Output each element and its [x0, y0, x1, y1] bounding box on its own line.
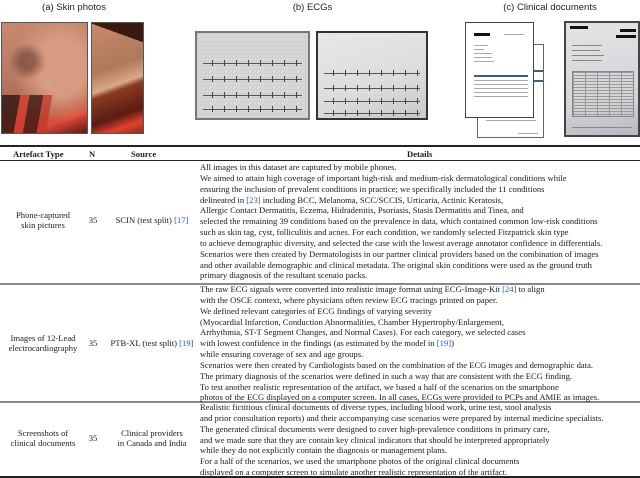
details-line: Scenarios were then created by Cardiologists based on the combination of the ECG images and demographic data.: [200, 359, 594, 370]
header-artefact-type: Artefact Type: [13, 149, 64, 159]
redaction-bar: [474, 33, 490, 36]
details-line: delineated in [23] including BCC, Melanoma, SCC/SCCIS, Urticaria, Actinic Keratosis,: [200, 194, 504, 205]
citation-link[interactable]: [24]: [502, 284, 517, 294]
citation-link[interactable]: [19]: [179, 338, 194, 348]
header-details: Details: [407, 149, 433, 159]
caption-clinical-documents: (c) Clinical documents: [503, 2, 597, 13]
details-line: ensuring the inclusion of prevalent conditions in practice; we specifically included the 11 conditions: [200, 183, 545, 194]
table-top-rule: [0, 145, 640, 147]
details-line: Allergic Contact Dermatitis, Eczema, Hidradenitis, Psoriasis, Stasis Dermatitis and Tinea, and: [200, 205, 524, 216]
doc-line: [518, 133, 538, 134]
source-text: PTB-XL (test split): [110, 338, 180, 348]
cell-source: [104, 215, 200, 225]
cell-artefact-type: [0, 428, 86, 449]
cell-details: [200, 402, 604, 478]
citation-link[interactable]: [19]: [436, 338, 452, 349]
details-line: and other available demographic and clinical metadata. The original skin conditions were used as the ground truth: [200, 259, 592, 270]
cell-details: [200, 284, 599, 403]
details-line: while they do not explicitly contain the diagnosis or management plans.: [200, 445, 448, 456]
ecg-trace: [324, 113, 420, 114]
ecg-trace: [203, 63, 302, 64]
doc-line: [474, 57, 492, 58]
doc-results-table: [572, 71, 634, 117]
cell-source: [104, 338, 200, 348]
redaction-bar: [570, 26, 588, 29]
doc-line: [474, 92, 528, 93]
details-line: to achieve demographic diversity, and selected the case with the lowest average annotator confidence in differentials.: [200, 237, 603, 248]
cell-details: [200, 162, 602, 281]
details-line: and we made sure that they are contain key clinical indicators that should be interpreted appropriately: [200, 434, 550, 445]
details-line: To test another realistic representation of the artifact, we based a half of the scenarios on the smartphone: [200, 381, 559, 392]
type-line: skin pictures: [21, 220, 65, 231]
type-line: Phone-captured: [16, 210, 70, 220]
doc-line: [474, 88, 528, 89]
details-line: We aimed to attain high coverage of important high-risk and medium-risk dermatological conditions while: [200, 172, 567, 183]
doc-line: [474, 84, 528, 85]
clinical-document-phone-photo: [564, 21, 640, 137]
details-line: photos of the ECG displayed on a computer screen. In all cases, ECGs were provided to PCPs and AMIE as images.: [200, 392, 600, 403]
source-text: SCIN (test split): [115, 215, 175, 225]
table-header-row: [0, 148, 640, 162]
details-line: such as skin tag, cyst, folliculitis and acnes. For each condition, we randomly selected Fitzpatrick skin type: [200, 227, 569, 238]
type-line: clinical documents: [10, 438, 76, 449]
doc-line: [474, 96, 528, 97]
caption-skin-photos: (a) Skin photos: [42, 2, 106, 13]
ecg-trace: [324, 73, 420, 74]
skin-photo-1: [1, 22, 88, 134]
doc-table-bar: [534, 70, 544, 72]
skin-photo-2: [91, 22, 144, 134]
clinical-document-page-front: [465, 22, 534, 118]
doc-line: [572, 45, 602, 46]
doc-line: [474, 61, 494, 62]
redaction-bar: [620, 29, 636, 32]
doc-line: [572, 60, 602, 61]
source-line: Clinical providers: [121, 428, 183, 438]
doc-line: [474, 80, 528, 81]
details-line: and prior consultation reports) and their accompanying case scenarios were prepared by internal medicine specialists.: [200, 412, 604, 423]
cell-n: 35: [88, 215, 98, 225]
ecg-trace: [203, 95, 302, 96]
ecg-printout-image: [195, 31, 310, 120]
doc-line: [474, 45, 488, 46]
doc-table-header: [474, 75, 528, 77]
cell-artefact-type: [0, 333, 86, 354]
doc-line: [486, 120, 536, 121]
details-line: Arrhythmia, ST-T Segment Changes, and Normal Cases). For each category, we selected cases: [200, 327, 526, 338]
doc-line: [504, 34, 524, 35]
details-line: Scenarios were then created by Dermatologists in our partner clinical providers based on the combination of images: [200, 248, 599, 259]
type-line: electrocardiography: [8, 343, 78, 354]
details-line: with the OSCE context, where physicians often review ECG tracings printed on paper.: [200, 294, 498, 305]
details-line: while ensuring coverage of sex and age groups.: [200, 349, 364, 360]
details-line: We defined relevant categories of ECG findings of varying severity: [200, 305, 432, 316]
details-line: with lowest confidence in the findings (as estimated by the model in [19]): [200, 338, 454, 349]
ecg-trace: [203, 109, 302, 110]
citation-link[interactable]: [23]: [246, 194, 261, 205]
ecg-trace: [324, 88, 420, 89]
details-line: Realistic fictitious clinical documents of diverse types, including blood work, urine test, stool analysis: [200, 402, 552, 412]
ecg-phone-photo-image: [316, 31, 428, 120]
doc-line: [572, 55, 604, 56]
citation-link[interactable]: [17]: [174, 215, 189, 225]
details-line: primary diagnosis of the resultant scenaio packs.: [200, 270, 368, 281]
cell-n: 35: [88, 433, 98, 443]
type-line: Screenshots of: [17, 428, 69, 438]
details-line: displayed on a computer screen to simulate another realistic representation of the artifact.: [200, 467, 508, 478]
details-line: The raw ECG signals were converted into realistic image format using ECG-Image-Kit [24] to align: [200, 284, 545, 294]
doc-line: [474, 49, 484, 50]
details-line: selected the remaining 39 conditions based on the prevalence in data, which contained common low-risk conditions: [200, 216, 598, 227]
ecg-trace: [324, 101, 420, 102]
ecg-trace: [203, 79, 302, 80]
doc-line: [572, 50, 600, 51]
header-source: Source: [131, 149, 157, 159]
details-line: For a half of the scenarios, we used the smartphone photos of the original clinical documents: [200, 456, 520, 467]
caption-ecgs: (b) ECGs: [292, 2, 333, 13]
header-n: N: [89, 149, 96, 159]
details-line: The primary diagnosis of the scenarios were defined in such a way that are consistent with the ECG finding.: [200, 370, 573, 381]
doc-line: [572, 127, 632, 128]
cell-source: [104, 428, 200, 449]
details-line: (Myocardial Infarction, Conduction Abnormalities, Chamber Hypertrophy/Enlargement,: [200, 316, 504, 327]
source-line: in Canada and India: [117, 438, 187, 449]
doc-table-bar: [534, 80, 544, 82]
redaction-bar: [616, 35, 636, 38]
type-line: Images of 12-Lead: [10, 333, 76, 343]
details-line: All images in this dataset are captured by mobile phones.: [200, 162, 397, 172]
cell-artefact-type: [0, 210, 86, 231]
doc-line: [474, 53, 492, 54]
details-line: The generated clinical documents were designed to cover high-prevalence conditions in primary care,: [200, 423, 550, 434]
cell-n: 35: [88, 338, 98, 348]
